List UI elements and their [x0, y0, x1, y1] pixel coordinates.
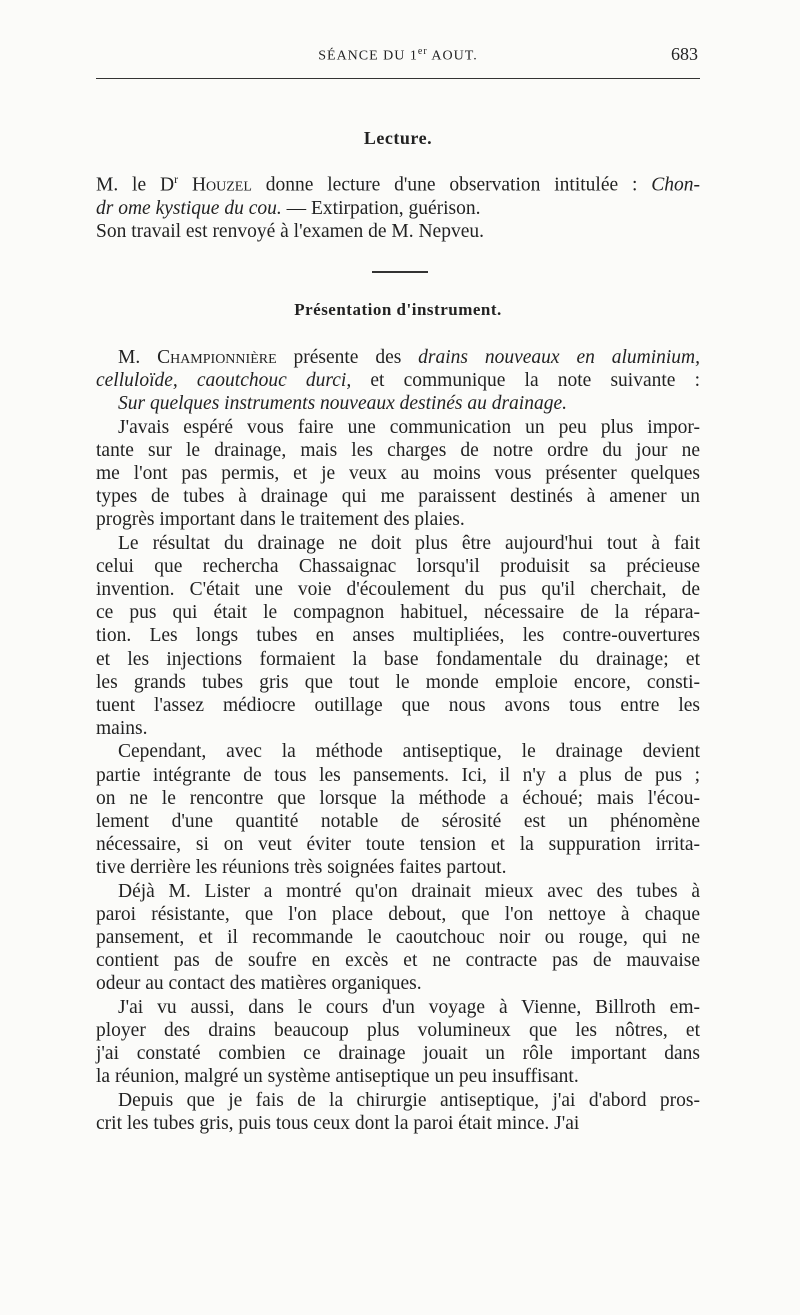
text-line: et les injections formaient la base fondamentale du drainage; et [96, 648, 700, 670]
text-line: paroi résistante, que l'on place debout, que l'on nettoye à chaque [96, 903, 700, 925]
section-heading-lecture: Lecture. [363, 128, 433, 148]
text-line: Cependant, avec la méthode antiseptique, le drainage devient [118, 741, 700, 763]
text-line: crit les tubes gris, puis tous ceux dont la paroi était mince. J'ai [96, 1112, 580, 1134]
text-line: celluloïde, caoutchouc durci, et communique la note suivante : [96, 370, 700, 392]
text-line: j'ai constaté combien ce drainage jouait un rôle important dans [96, 1043, 700, 1065]
text-line: progrès important dans le traitement des plaies. [96, 509, 465, 531]
text-line: tive derrière les réunions très soignées faites partout. [96, 857, 507, 879]
text-line: dr ome kystique du cou. — Extirpation, guérison. [96, 197, 481, 219]
section-divider [372, 271, 428, 273]
text-line: me l'ont pas permis, et je veux au moins vous présenter quelques [96, 463, 700, 485]
text-line: Sur quelques instruments nouveaux destinés au drainage. [118, 393, 567, 415]
text-line: Déjà M. Lister a montré qu'on drainait mieux avec des tubes à [118, 880, 700, 902]
paragraphs [96, 416, 700, 1135]
text-line: tante sur le drainage, mais les charges de notre ordre du jour ne [96, 439, 700, 461]
text-line: J'avais espéré vous faire une communication un peu plus impor- [118, 416, 700, 438]
page-number: 683 [671, 44, 698, 64]
section-heading-presentation: Présentation d'instrument. [294, 300, 502, 319]
text-line: nécessaire, si on veut éviter toute tension et la suppuration irrita- [96, 834, 700, 856]
text-line: contient pas de soufre en excès et ne contracte pas de mauvaise [96, 950, 700, 972]
text-line: types de tubes à drainage qui me paraissent destinés à amener un [96, 486, 700, 508]
lecture-text [96, 168, 700, 243]
text-line: odeur au contact des matières organiques. [96, 973, 422, 995]
text-line: partie intégrante de tous les pansements. Ici, il n'y a plus de pus ; [96, 764, 700, 786]
text-line: mains. [96, 718, 148, 740]
running-head-title: SÉANCE DU 1er AOUT. [318, 46, 478, 64]
text-line: Le résultat du drainage ne doit plus être aujourd'hui tout à fait [118, 532, 700, 554]
text-line: les grands tubes gris que tout le monde emploie encore, consti- [96, 671, 700, 693]
text-line: M. le $D^r$ Houzel donne lecture d'une observation intitulée : Chon- [96, 172, 701, 196]
text-line: tuent l'assez médiocre outillage que nous avons tous entre les [96, 695, 700, 717]
text-line: J'ai vu aussi, dans le cours d'un voyage à Vienne, Billroth em- [118, 996, 700, 1018]
text-line: Son travail est renvoyé à l'examen de M. Nepveu. [96, 220, 484, 242]
text-line: M. Championnière présente des drains nouveaux en aluminium, [118, 347, 700, 368]
text-line: ployer des drains beaucoup plus volumineux que les nôtres, et [96, 1019, 700, 1041]
text-line: lement d'une quantité notable de sérosité est un phénomène [96, 811, 700, 833]
text-line: pansement, et il recommande le caoutchouc noir ou rouge, qui ne [96, 927, 700, 949]
text-line: la réunion, malgré un système antiseptique un peu insuffisant. [96, 1066, 579, 1088]
text-line: on ne le rencontre que lorsque la méthode a échoué; mais l'écou- [96, 787, 700, 809]
text-line: invention. C'était une voie d'écoulement du pus qu'il cherchait, de [96, 579, 700, 601]
text-line: Depuis que je fais de la chirurgie antiseptique, j'ai d'abord pros- [118, 1089, 700, 1111]
text-line: tion. Les longs tubes en anses multipliées, les contre-ouvertures [96, 625, 700, 647]
running-head [96, 46, 700, 76]
text-line: celui que rechercha Chassaignac lorsqu'il produisit sa précieuse [96, 555, 700, 577]
text-line: ce pus qui était le compagnon habituel, nécessaire de la répara- [96, 602, 700, 624]
header-rule [96, 78, 700, 79]
presentation-text [96, 346, 700, 1135]
